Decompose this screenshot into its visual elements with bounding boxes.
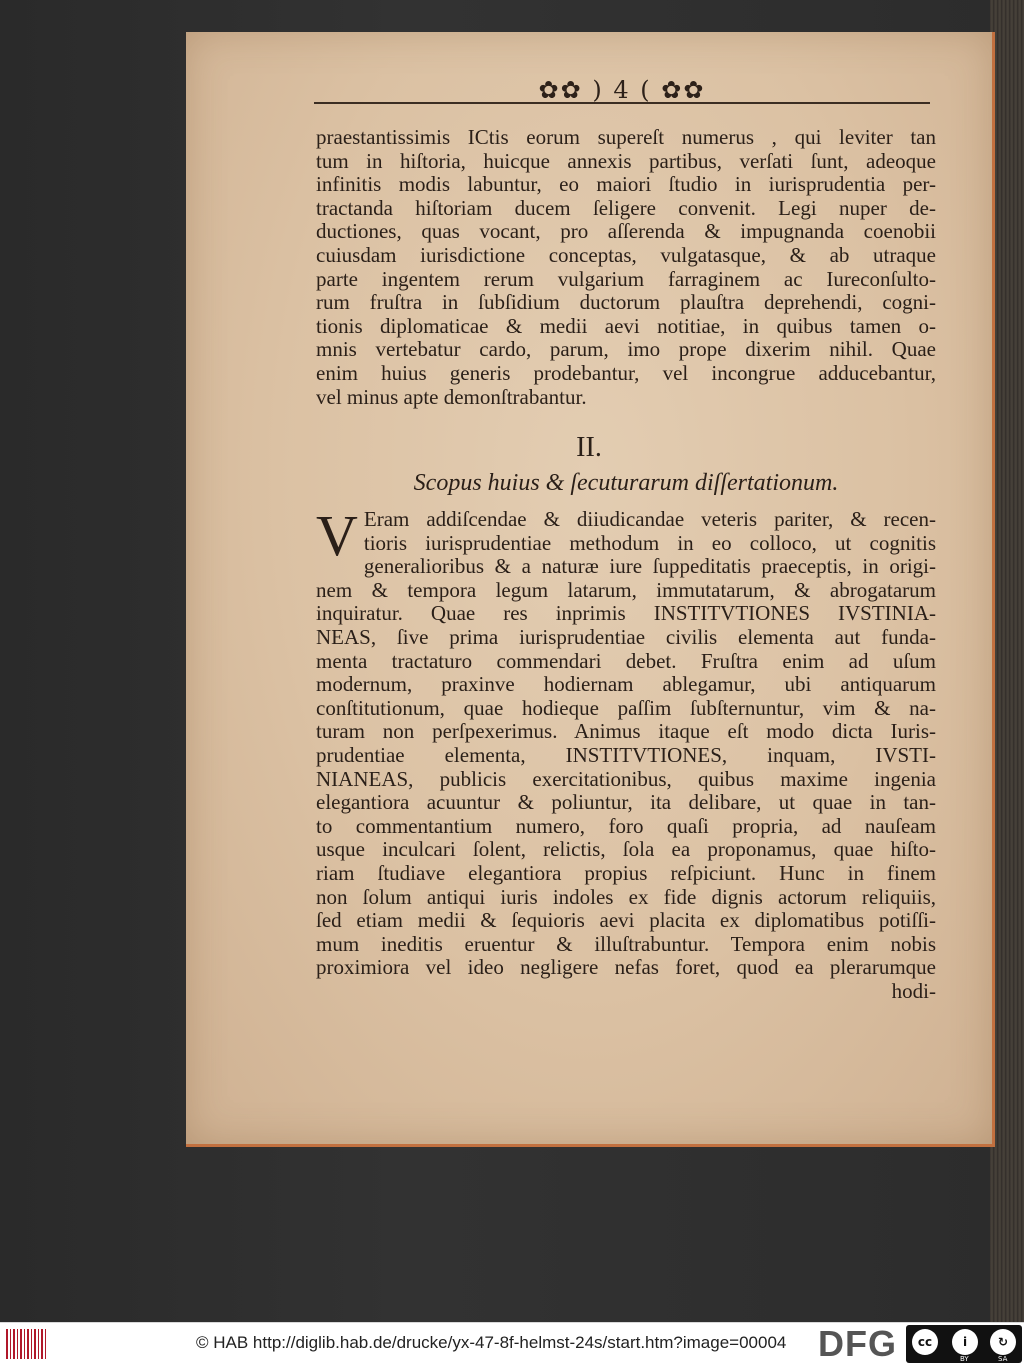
text-line: praestantissimis ICtis eorum supereſt numerus , qui leviter tan xyxy=(316,126,936,149)
cc-sa-label: SA xyxy=(998,1355,1008,1363)
book-spine-edge xyxy=(990,0,1024,1322)
text-line: generalioribus & a naturæ iure ſuppeditatis praeceptis, in origi- xyxy=(363,555,936,579)
text-line: cuiusdam iurisdictione conceptas, vulgatasque, & ab utraque xyxy=(316,243,936,267)
cc-icon: cc xyxy=(912,1329,938,1355)
text-line: turam non perſpexerimus. Animus itaque eſt modo dicta Iuris- xyxy=(316,720,936,744)
text-line: modernum, praxinve hodiernam ablegamur, ubi antiquarum xyxy=(316,673,936,697)
section-number: II. xyxy=(576,432,602,463)
text-line: conſtitutionum, quae hodieque paſſim ſubſternuntur, vim & na- xyxy=(316,696,936,720)
text-line: to commentantium numero, foro quaſi propria, ad nauſeam xyxy=(316,814,936,838)
cc-license-badge[interactable] xyxy=(906,1325,1022,1363)
viewer-footer xyxy=(0,1322,1024,1365)
paragraph-block-2 xyxy=(316,503,936,1003)
text-line: non ſolum antiqui iuris indoles ex fide dignis actorum reliquiis, xyxy=(316,885,936,909)
text-line: NEAS, ſive prima iurisprudentiae civilis elementa aut funda- xyxy=(316,625,936,649)
text-line: vel minus apte demonſtrabantur. xyxy=(316,385,587,409)
text-line: mum ineditis eruentur & illuſtrabuntur. Tempora enim nobis xyxy=(316,932,936,956)
text-line: menta tractaturo commendari debet. Fruſtra enim ad uſum xyxy=(316,649,936,673)
section-title: Scopus huius & ſecuturarum diſſertationum. xyxy=(413,470,839,496)
body-lines xyxy=(316,555,936,980)
copyright-url[interactable]: © HAB http://diglib.hab.de/drucke/yx-47-8f-helmst-24s/start.htm?image=00004 xyxy=(196,1333,787,1352)
text-line: tioris iurisprudentiae methodum in eo colloco, ut cognitis xyxy=(363,531,936,555)
hab-barcode-logo xyxy=(6,1329,46,1359)
text-line: proximiora vel ideo negligere nefas foret, quod ea plerarumque xyxy=(316,956,936,980)
cc-by-label: BY xyxy=(960,1355,969,1363)
dropcap-lines xyxy=(316,508,936,555)
text-line: enim huius generis prodebantur, vel incongrue adducebantur, xyxy=(316,361,936,385)
text-line: prudentiae elementa, INSTITVTIONES, inquam, IVSTI- xyxy=(316,743,936,767)
share-alike-icon: ↻ xyxy=(990,1329,1016,1355)
text-line: riam ſtudiave elegantiora propius reſpiciunt. Hunc in finem xyxy=(316,861,936,885)
text-line: ſed etiam medii & ſequioris aevi placita ex diplomatibus potiſſi- xyxy=(316,909,936,933)
catchword: hodi- xyxy=(891,979,936,1003)
text-line: tum in hiſtoria, huicque annexis partibus, verſati ſunt, adeoque xyxy=(316,149,936,173)
text-line: Eram addiſcendae & diiudicandae veteris pariter, & recen- xyxy=(363,508,936,531)
text-line: inquiratur. Quae res inprimis INSTITVTIONES IVSTINIA- xyxy=(316,602,936,626)
page-header xyxy=(314,76,930,112)
text-line: tractanda hiſtoriam ducem ſeligere convenit. Legi nuper de- xyxy=(316,196,936,220)
text-line: parte ingentem rerum vulgarium farraginem ac Iureconſulto- xyxy=(316,267,936,291)
paragraph-block-1 xyxy=(316,126,936,409)
text-line: infinitis modis labuntur, eo maiori ſtudio in iurisprudentia per- xyxy=(316,173,936,197)
book-page xyxy=(186,32,995,1147)
text-line: rum fruſtra in ſubſidium ductorum plauſtra deprehendi, cogni- xyxy=(316,291,936,315)
drop-cap: V xyxy=(316,503,358,568)
text-line: mnis vertebatur cardo, parum, imo prope dixerim nihil. Quae xyxy=(316,338,936,362)
text-line: usque inculcari ſolent, relictis, ſola ea proponamus, quae hiſto- xyxy=(316,838,936,862)
text-line: elegantiora acuuntur & poliuntur, ita delibare, ut quae in tan- xyxy=(316,791,936,815)
dfg-logo: DFG xyxy=(818,1323,897,1364)
text-line: NIANEAS, publicis exercitationibus, quibus maxime ingenia xyxy=(316,767,936,791)
page-number-header: ✿✿ ) 4 ( ✿✿ xyxy=(538,76,706,104)
text-line: tionis diplomaticae & medii aevi notitiae, in quibus tamen o- xyxy=(316,314,936,338)
text-line: ductiones, quas vocant, pro aſſerenda & impugnanda coenobii xyxy=(316,220,936,244)
attribution-icon: i xyxy=(952,1329,978,1355)
text-line: nem & tempora legum latarum, immutatarum, & abrogatarum xyxy=(316,578,936,602)
